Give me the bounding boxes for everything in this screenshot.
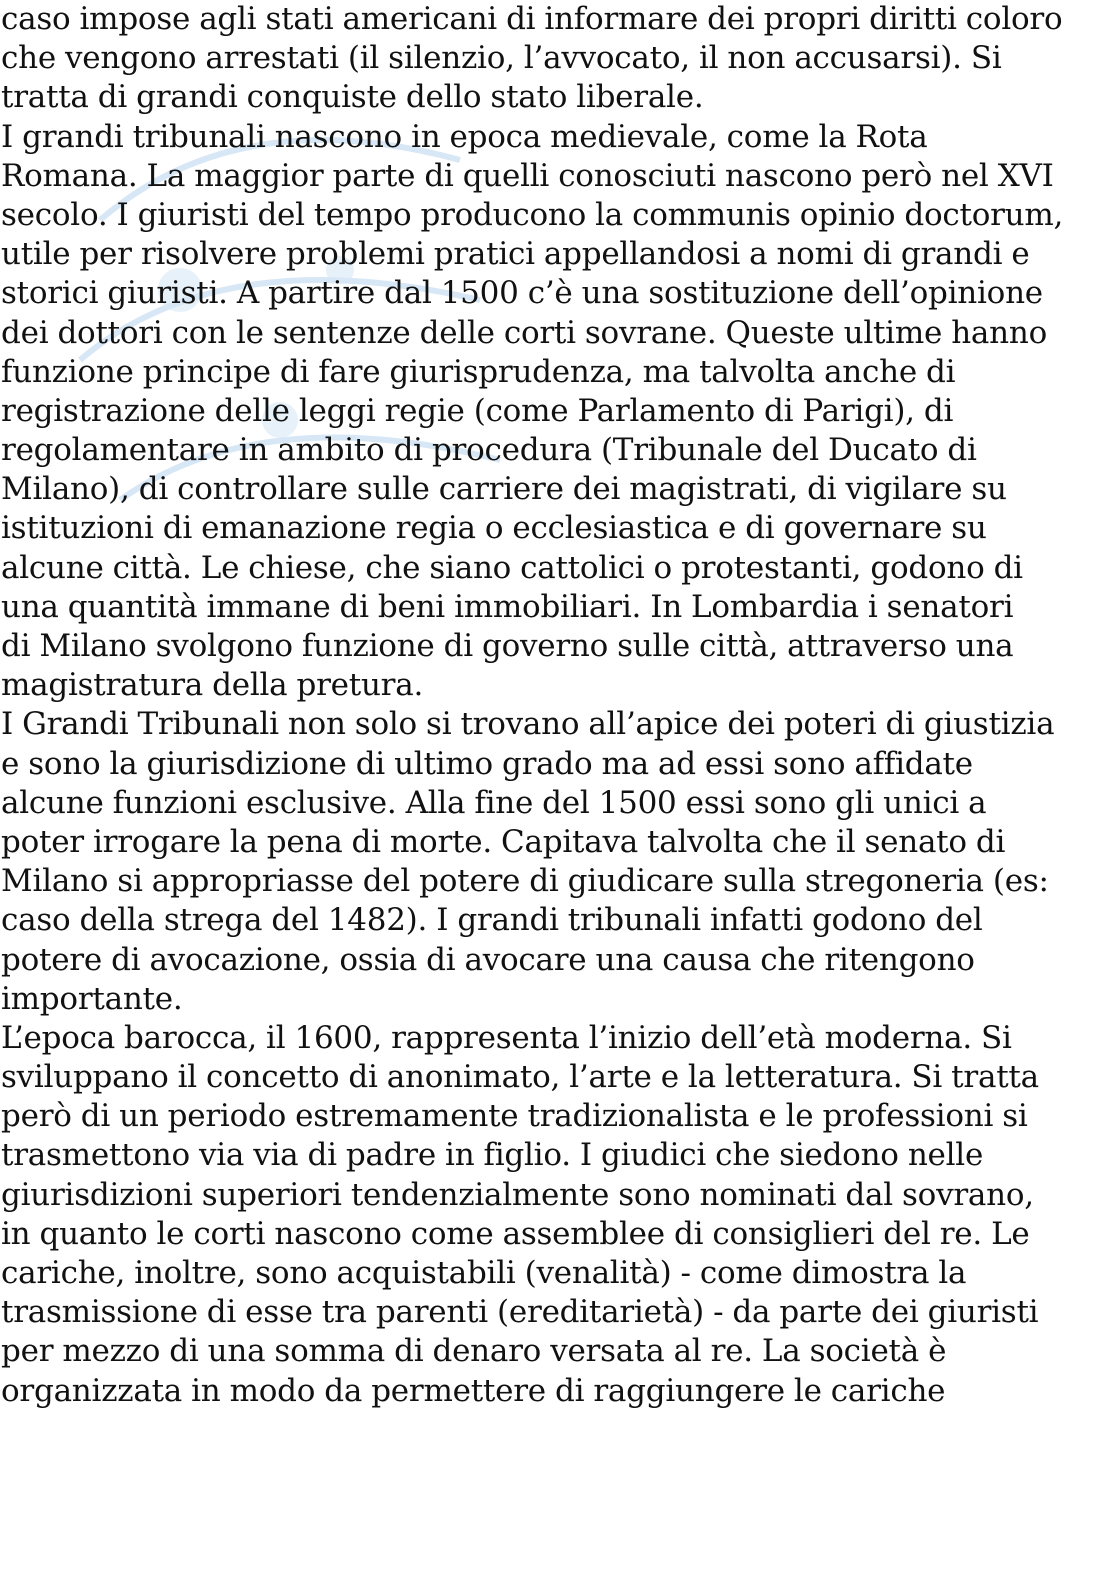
text-line: di Milano svolgono funzione di governo sulle città, attraverso una — [1, 628, 1014, 664]
text-line: poter irrogare la pena di morte. Capitava talvolta che il senato di — [1, 823, 1006, 860]
text-line: cariche, inoltre, sono acquistabili (venalità) - come dimostra la — [1, 1255, 967, 1291]
text-line: istituzioni di emanazione regia o ecclesiastica e di governare su — [1, 510, 987, 547]
text-line: che vengono arrestati (il silenzio, l’avvocato, il non accusarsi). Si — [1, 40, 1002, 77]
text-line: dei dottori con le sentenze delle corti sovrane. Queste ultime hanno — [1, 314, 1047, 351]
text-line: una quantità immane di beni immobiliari. In Lombardia i senatori — [1, 588, 1014, 625]
text-line: caso della strega del 1482). I grandi tribunali infatti godono del — [1, 902, 983, 939]
text-line: importante. — [1, 980, 183, 1017]
text-line: alcune funzioni esclusive. Alla fine del 1500 essi sono gli unici a — [1, 784, 987, 821]
text-line: secolo. I giuristi del tempo producono la communis opinio doctorum, — [1, 196, 1064, 233]
text-line: per mezzo di una somma di denaro versata al re. La società è — [1, 1333, 947, 1370]
document-body — [1, 0, 1113, 1411]
text-line: storici giuristi. A partire dal 1500 c’è una sostituzione dell’opinione — [1, 275, 1043, 312]
text-line: e sono la giurisdizione di ultimo grado ma ad essi sono affidate — [1, 745, 973, 782]
text-line: però di un periodo estremamente tradizionalista e le professioni si — [1, 1098, 1028, 1135]
text-line: alcune città. Le chiese, che siano cattolici o protestanti, godono di — [1, 549, 1023, 586]
text-line: trasmettono via via di padre in figlio. I giudici che siedono nelle — [1, 1137, 984, 1174]
text-line: L’epoca barocca, il 1600, rappresenta l’inizio dell’età moderna. Si — [1, 1019, 1012, 1056]
text-line: magistratura della pretura. — [1, 667, 424, 704]
text-line: registrazione delle leggi regie (come Parlamento di Parigi), di — [1, 392, 954, 429]
text-line: I grandi tribunali nascono in epoca medievale, come la Rota — [1, 118, 928, 155]
text-line: caso impose agli stati americani di informare dei propri diritti coloro — [1, 1, 1063, 37]
text-line: regolamentare in ambito di procedura (Tribunale del Ducato di — [1, 432, 977, 469]
text-line: utile per risolvere problemi pratici appellandosi a nomi di grandi e — [1, 236, 1030, 273]
text-line: potere di avocazione, ossia di avocare una causa che ritengono — [1, 941, 975, 978]
text-line: in quanto le corti nascono come assemblee di consiglieri del re. Le — [1, 1215, 1030, 1252]
text-line: tratta di grandi conquiste dello stato liberale. — [1, 79, 704, 116]
text-line: Milano), di controllare sulle carriere dei magistrati, di vigilare su — [1, 471, 1007, 508]
text-line: Milano si appropriasse del potere di giudicare sulla stregoneria (es: — [1, 863, 1049, 900]
text-line: giurisdizioni superiori tendenzialmente sono nominati dal sovrano, — [1, 1176, 1034, 1213]
text-line: I Grandi Tribunali non solo si trovano all’apice dei poteri di giustizia — [1, 706, 1055, 743]
text-line: trasmissione di esse tra parenti (ereditarietà) - da parte dei giuristi — [1, 1294, 1039, 1331]
text-line: sviluppano il concetto di anonimato, l’arte e la letteratura. Si tratta — [1, 1059, 1039, 1096]
text-line: funzione principe di fare giurisprudenza, ma talvolta anche di — [1, 353, 956, 390]
text-line: Romana. La maggior parte di quelli conosciuti nascono però nel XVI — [1, 157, 1054, 194]
text-line: organizzata in modo da permettere di raggiungere le cariche — [1, 1372, 946, 1409]
